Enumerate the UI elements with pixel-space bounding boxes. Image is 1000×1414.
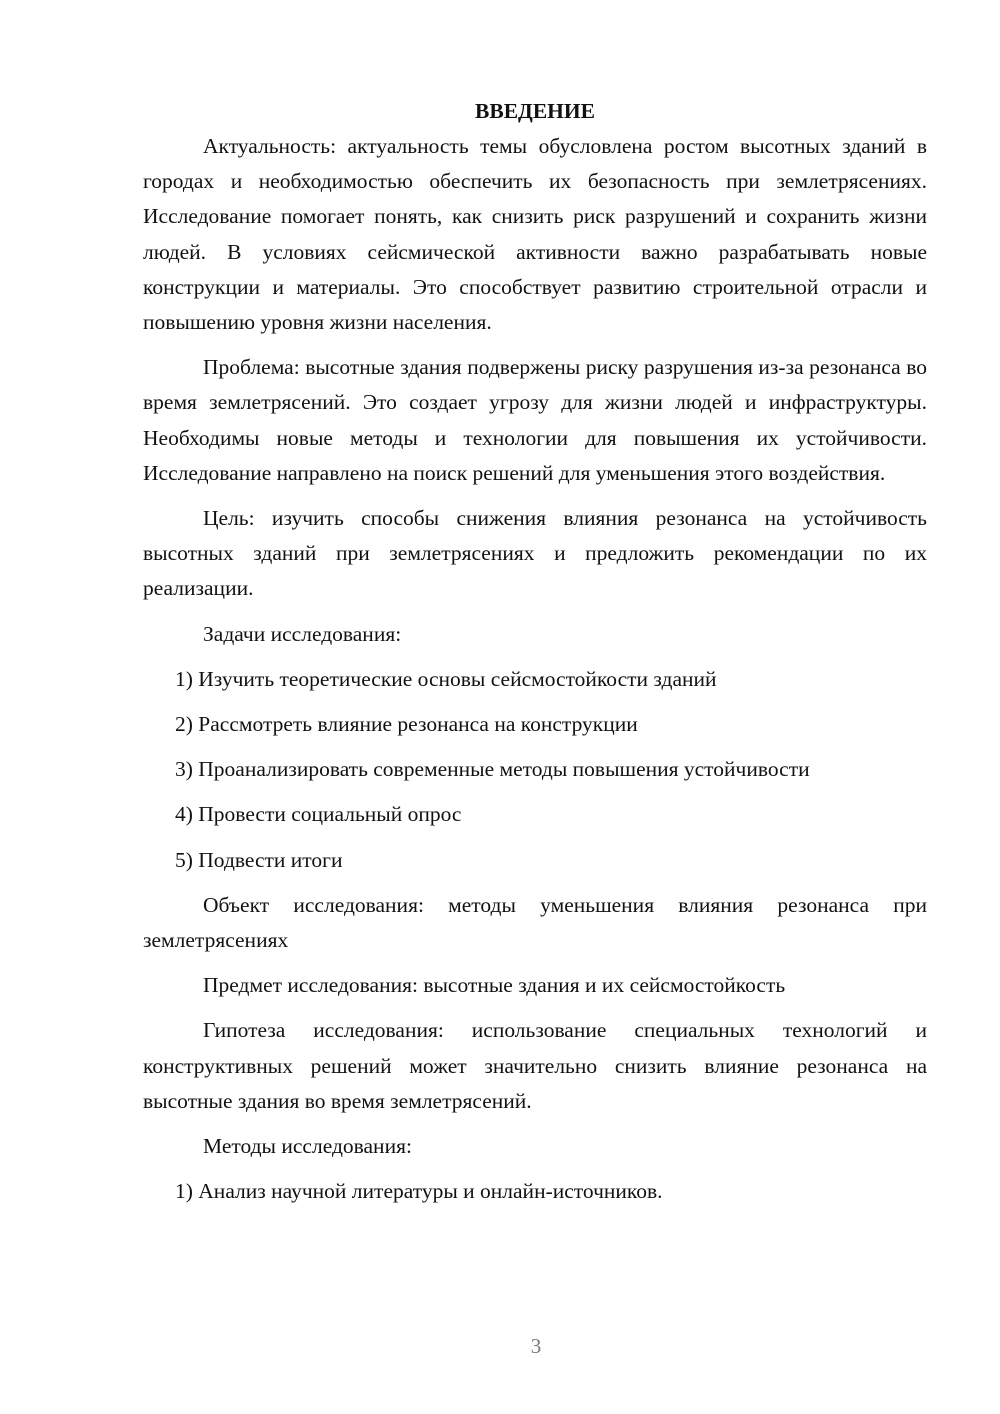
- task-item: 1) Изучить теоретические основы сейсмостойкости зданий: [175, 666, 717, 691]
- goal-paragraph: Цель: изучить способы снижения влияния резонанса на устойчивость высотных зданий при землетрясениях и предложить рекомендации по их реализации.: [143, 506, 927, 601]
- problem-paragraph: Проблема: высотные здания подвержены риску разрушения из-за резонанса во время землетрясений. Это создает угрозу для жизни людей и инфраструктуры. Необходимы новые методы и технологии для повышения их устойчивости. Исследование направлено на поиск решений для уменьшения этого воздействия.: [143, 355, 927, 485]
- task-item: 5) Подвести итоги: [175, 847, 343, 872]
- methods-heading: Методы исследования:: [203, 1134, 412, 1159]
- tasks-heading: Задачи исследования:: [203, 621, 402, 646]
- hypothesis-paragraph: Гипотеза исследования: использование специальных технологий и конструктивных решений может значительно снизить влияние резонанса на высотные здания во время землетрясений.: [143, 1018, 927, 1113]
- method-item: 1) Анализ научной литературы и онлайн-источников.: [175, 1179, 663, 1204]
- section-title: ВВЕДЕНИЕ: [475, 99, 595, 123]
- page-content: [143, 94, 927, 1219]
- subject-paragraph: Предмет исследования: высотные здания и их сейсмостойкость: [203, 973, 786, 998]
- task-item: 4) Провести социальный опрос: [175, 802, 462, 827]
- task-item: 3) Проанализировать современные методы повышения устойчивости: [175, 757, 810, 782]
- task-item: 2) Рассмотреть влияние резонанса на конструкции: [175, 712, 638, 737]
- page-number: 3: [530, 1334, 542, 1358]
- relevance-paragraph: Актуальность: актуальность темы обусловлена ростом высотных зданий в городах и необходимостью обеспечить их безопасность при землетрясениях. Исследование помогает понять, как снизить риск разрушений и сохранить жизни людей. В условиях сейсмической активности важно разрабатывать новые конструкции и материалы. Это способствует развитию строительной отрасли и повышению уровня жизни населения.: [143, 134, 927, 335]
- object-paragraph: Объект исследования: методы уменьшения влияния резонанса при землетрясениях: [143, 892, 927, 953]
